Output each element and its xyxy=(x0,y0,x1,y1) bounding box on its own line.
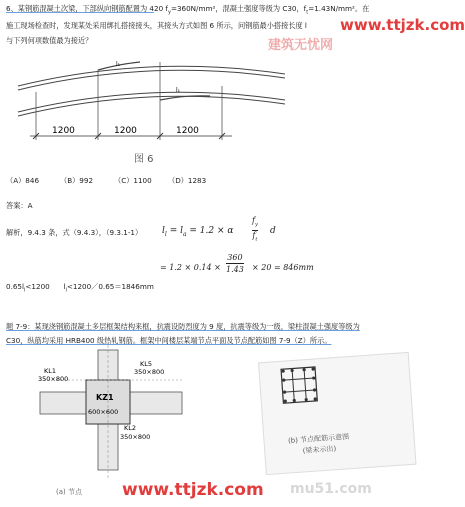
kl2-label: KL2 xyxy=(124,424,137,432)
q6-line1-text: 6、某钢筋混凝土次梁，下部纵向钢筋配置为 4 xyxy=(6,4,154,13)
q79-line2: C30，纵筋均采用 HRB400 级热轧钢筋。框架中间楼层某端节点平面及节点配筋如图 7-9（Z）所示。 xyxy=(6,336,332,345)
solution-eq1: $l_l = l_a = 1.2 \times \alpha$ xyxy=(162,226,234,238)
fig79b-photo xyxy=(259,352,416,474)
kl5-label: KL5 xyxy=(140,360,153,368)
fig6-label-l1: l₁ xyxy=(116,61,121,68)
kz1-size: 600×600 xyxy=(88,408,119,416)
fig6-label-l1b: l₁ xyxy=(176,87,181,94)
option-a: （A）846 xyxy=(6,176,40,185)
solution-eq2: = 1.2 × 0.14 × xyxy=(160,263,221,272)
answer-label: 答案： xyxy=(6,201,28,210)
fig79b-caption-2: (梁未示出) xyxy=(302,444,337,455)
watermark-bottom-url: www.ttjzk.com xyxy=(122,480,264,500)
fig79b-caption-1: (b) 节点配筋示意图 xyxy=(287,432,350,445)
q6-line3: 与下列何项数值最为接近？ xyxy=(6,36,93,45)
kl5-size: 350×800 xyxy=(134,368,165,376)
option-c: （C）1100 xyxy=(114,176,152,185)
answer xyxy=(6,201,33,211)
watermark-top-url: www.ttjzk.com xyxy=(340,16,465,34)
kl2-size: 350×800 xyxy=(120,433,151,441)
solution-eq1-frac: $f_y$ $f_t$ xyxy=(252,216,258,243)
solution-eq2-frac: 360 1.43 xyxy=(226,253,244,274)
solution-eq2-tail: × 20 = 846mm xyxy=(252,263,314,272)
q6-line1-c: =360N/mm²，混凝土强度等级为 C30，f xyxy=(170,4,307,13)
q6-line1-d: =1.43N/mm²。在 xyxy=(308,4,370,13)
fig79a-caption: (a) 节点 xyxy=(56,488,82,496)
q6-line1-bar: 20 f xyxy=(154,4,168,13)
kz1-label: KZ1 xyxy=(96,393,114,402)
option-b: （B）992 xyxy=(60,176,94,185)
fig6-caption: 图 6 xyxy=(134,154,154,165)
solution-cond: $0.65l_l<1200$ $l_l<1200/0.65=1846mm$ xyxy=(6,282,154,294)
kl1-size: 350×800 xyxy=(38,375,69,383)
solution-eq1-d: d xyxy=(270,226,276,236)
fig6-dim-3: 1200 xyxy=(176,126,199,136)
q6-line2: 施工现场检查时，发现某处采用绑扎搭接接头，其接头方式如图 6 所示，问钢筋最小搭接长度 l xyxy=(6,21,307,30)
answer-value: A xyxy=(27,201,33,210)
fig6-dim-1: 1200 xyxy=(52,126,75,136)
option-d: （D）1283 xyxy=(168,176,207,185)
watermark-brand: 建筑无忧网 xyxy=(268,38,334,53)
kl1-label: KL1 xyxy=(44,367,57,375)
q79-line1: 题 7-9：某现浇钢筋混凝土多层框架结构来框，抗震设防烈度为 9 度，抗震等级为一级，梁柱混凝土强度等级为 xyxy=(6,322,360,331)
fig6-dim-2: 1200 xyxy=(114,126,137,136)
q6-line1: 6、某钢筋混凝土次梁，下部纵向钢筋配置为 420 $f_y=360N$/mm²，混凝土强度等级为 C30，$f_t=1.43N$/mm²。在 xyxy=(6,4,370,16)
solution-prefix: 解析，9.4.3 条，式（9.4.3），（9.3.1-1） xyxy=(6,228,143,237)
watermark-bottom-grey: mu51.com xyxy=(290,481,372,497)
